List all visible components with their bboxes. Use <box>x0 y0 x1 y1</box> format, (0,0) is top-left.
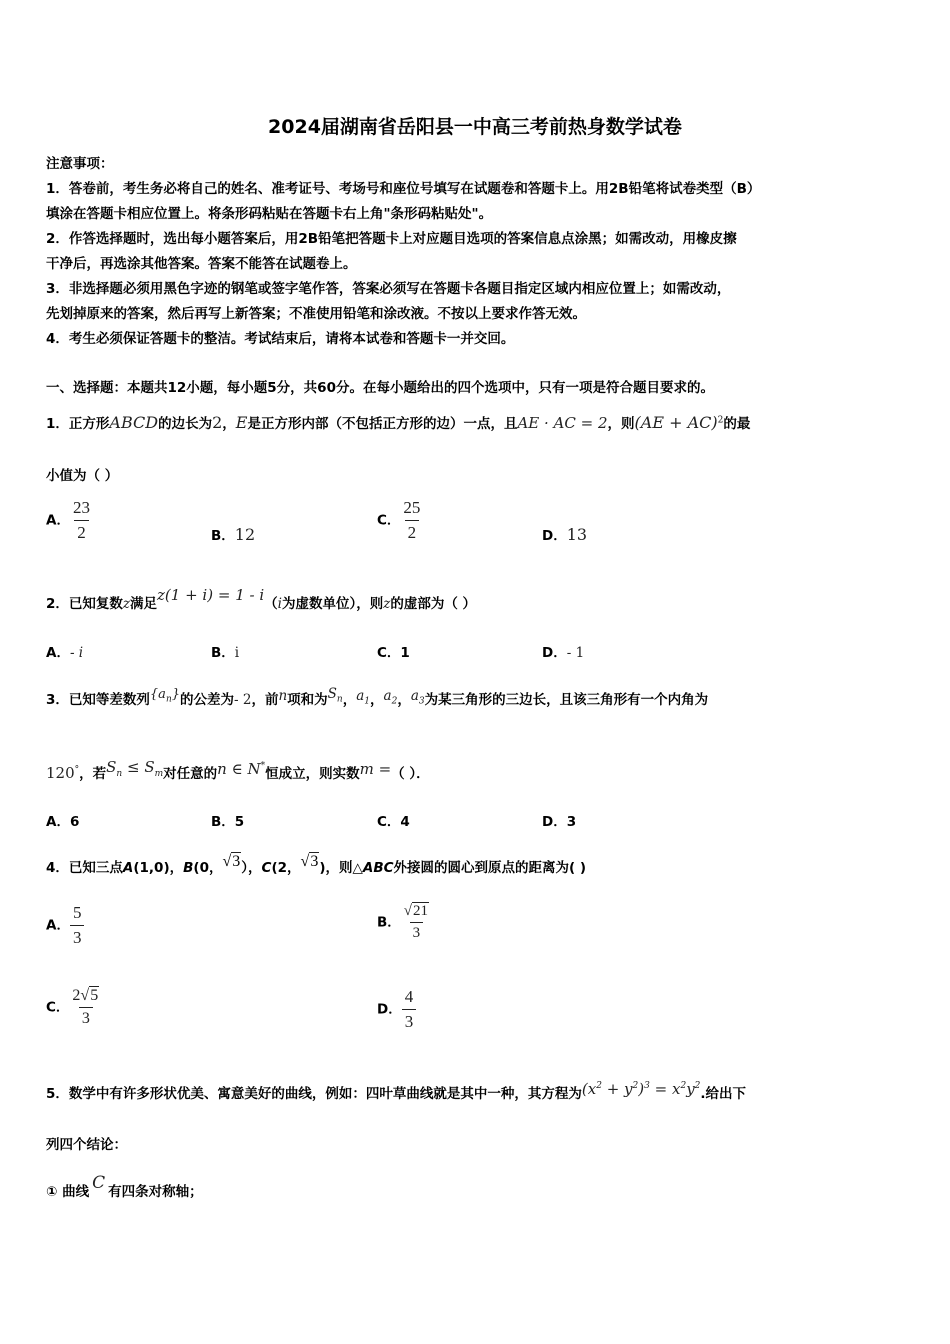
math-equation: z(1 + i) = 1 - i <box>157 586 265 604</box>
option-d: D．3 <box>542 814 577 830</box>
option-c: C．4 <box>377 814 410 830</box>
notice-line: 填涂在答题卡相应位置上。将条形码粘贴在答题卡右上角"条形码粘贴处"。 <box>46 206 493 222</box>
fraction: $\frac{2√5}{3}$ <box>72 987 99 1027</box>
option-b: B．12 <box>211 525 256 544</box>
question-3: 3．已知等差数列$\{a_n\}$的公差为- 2，前n项和为$S_n$，$a_1$，$a_2$，$a_3$为某三角形的三边长，且该三角形有一个内角为 <box>46 686 709 708</box>
notice-line: 1．答卷前，考生务必将自己的姓名、准考证号、考场号和座位号填写在试题卷和答题卡上。用2B铅笔将试卷类型（B） <box>46 181 761 197</box>
fraction: $\frac{5}{3}$ <box>70 903 85 948</box>
option-c: C． $\frac{2√5}{3}$ <box>46 987 102 1028</box>
option-b: B．5 <box>211 814 245 830</box>
section-heading: 一、选择题：本题共12小题，每小题5分，共60分。在每小题给出的四个选项中，只有一项是符合题目要求的。 <box>46 380 714 396</box>
option-a: A．6 <box>46 814 80 830</box>
math-curve-equation: $(x^2 + y^2)^3 = x^2y^2$ <box>581 1080 701 1098</box>
math-expression: (AE + AC) <box>634 413 718 432</box>
fraction: $\frac{√21}{3}$ <box>403 903 429 941</box>
notice-line: 4．考生必须保证答题卡的整洁。考试结束后，请将本试卷和答题卡一并交回。 <box>46 331 515 347</box>
notice-line: 干净后，再选涂其他答案。答案不能答在试题卷上。 <box>46 256 357 272</box>
notice-line: 先划掉原来的答案，然后再写上新答案；不准使用铅笔和涂改液。不按以上要求作答无效。 <box>46 306 586 322</box>
fraction: $\frac{23}{2}$ <box>72 498 90 542</box>
option-a: A． $\frac{23}{2}$ <box>46 498 93 543</box>
question-5-cont: 列四个结论： <box>46 1137 127 1153</box>
question-2: 2．已知复数z满足z(1 + i) = 1 - i（i为虚数单位），则z的虚部为（ ） <box>46 586 477 612</box>
option-d: D． $\frac{4}{3}$ <box>377 987 416 1032</box>
sqrt-expression: √3 <box>300 853 319 870</box>
option-a: A．- i <box>46 645 84 661</box>
question-5: 5．数学中有许多形状优美、寓意美好的曲线，例如：四叶草曲线就是其中一种，其方程为$(x^2 + y^2)^3 = x^2y^2$.给出下 <box>46 1080 747 1102</box>
conclusion-1: ① 曲线 C 有四条对称轴； <box>46 1173 203 1200</box>
math-square: ABCD <box>109 413 159 432</box>
option-d: D．- 1 <box>542 645 585 661</box>
option-b: B． $\frac{√21}{3}$ <box>377 903 432 942</box>
fraction: $\frac{25}{2}$ <box>403 498 421 542</box>
notice-line: 3．非选择题必须用黑色字迹的钢笔或签字笔作答，答案必须写在答题卡各题目指定区域内相应位置上；如需改动， <box>46 281 731 297</box>
question-3-cont: 120°，若$S_n \le S_m$对任意的n ∈ N*恒成立，则实数m =（ ）． <box>46 758 430 782</box>
option-c: C． $\frac{25}{2}$ <box>377 498 423 543</box>
question-1-cont: 小值为（ ） <box>46 468 119 484</box>
question-1: 1．正方形ABCD的边长为2，E是正方形内部（不包括正方形的边）一点，且AE · AC = 2，则(AE + AC)$^2$的最 <box>46 413 751 432</box>
notice-line: 2．作答选择题时，选出每小题答案后，用2B铅笔把答题卡上对应题目选项的答案信息点涂黑；如需改动，用橡皮擦 <box>46 231 737 247</box>
sqrt-expression: √3 <box>222 853 241 870</box>
page-title: 2024届湖南省岳阳县一中高三考前热身数学试卷 <box>268 116 682 138</box>
math-dot-product: AE · AC = 2 <box>517 414 608 432</box>
fraction: $\frac{4}{3}$ <box>402 987 417 1032</box>
option-d: D．13 <box>542 525 588 544</box>
question-4: 4．已知三点A(1,0)，B(0，√3），C(2，√3)，则△ABC外接圆的圆心到原点的距离为( ) <box>46 853 587 876</box>
notice-heading: 注意事项： <box>46 156 114 172</box>
option-c: C．1 <box>377 645 410 661</box>
option-b: B．i <box>211 645 240 661</box>
math-sequence: $\{a_n\}$ <box>149 687 181 705</box>
option-a: A． $\frac{5}{3}$ <box>46 903 84 948</box>
